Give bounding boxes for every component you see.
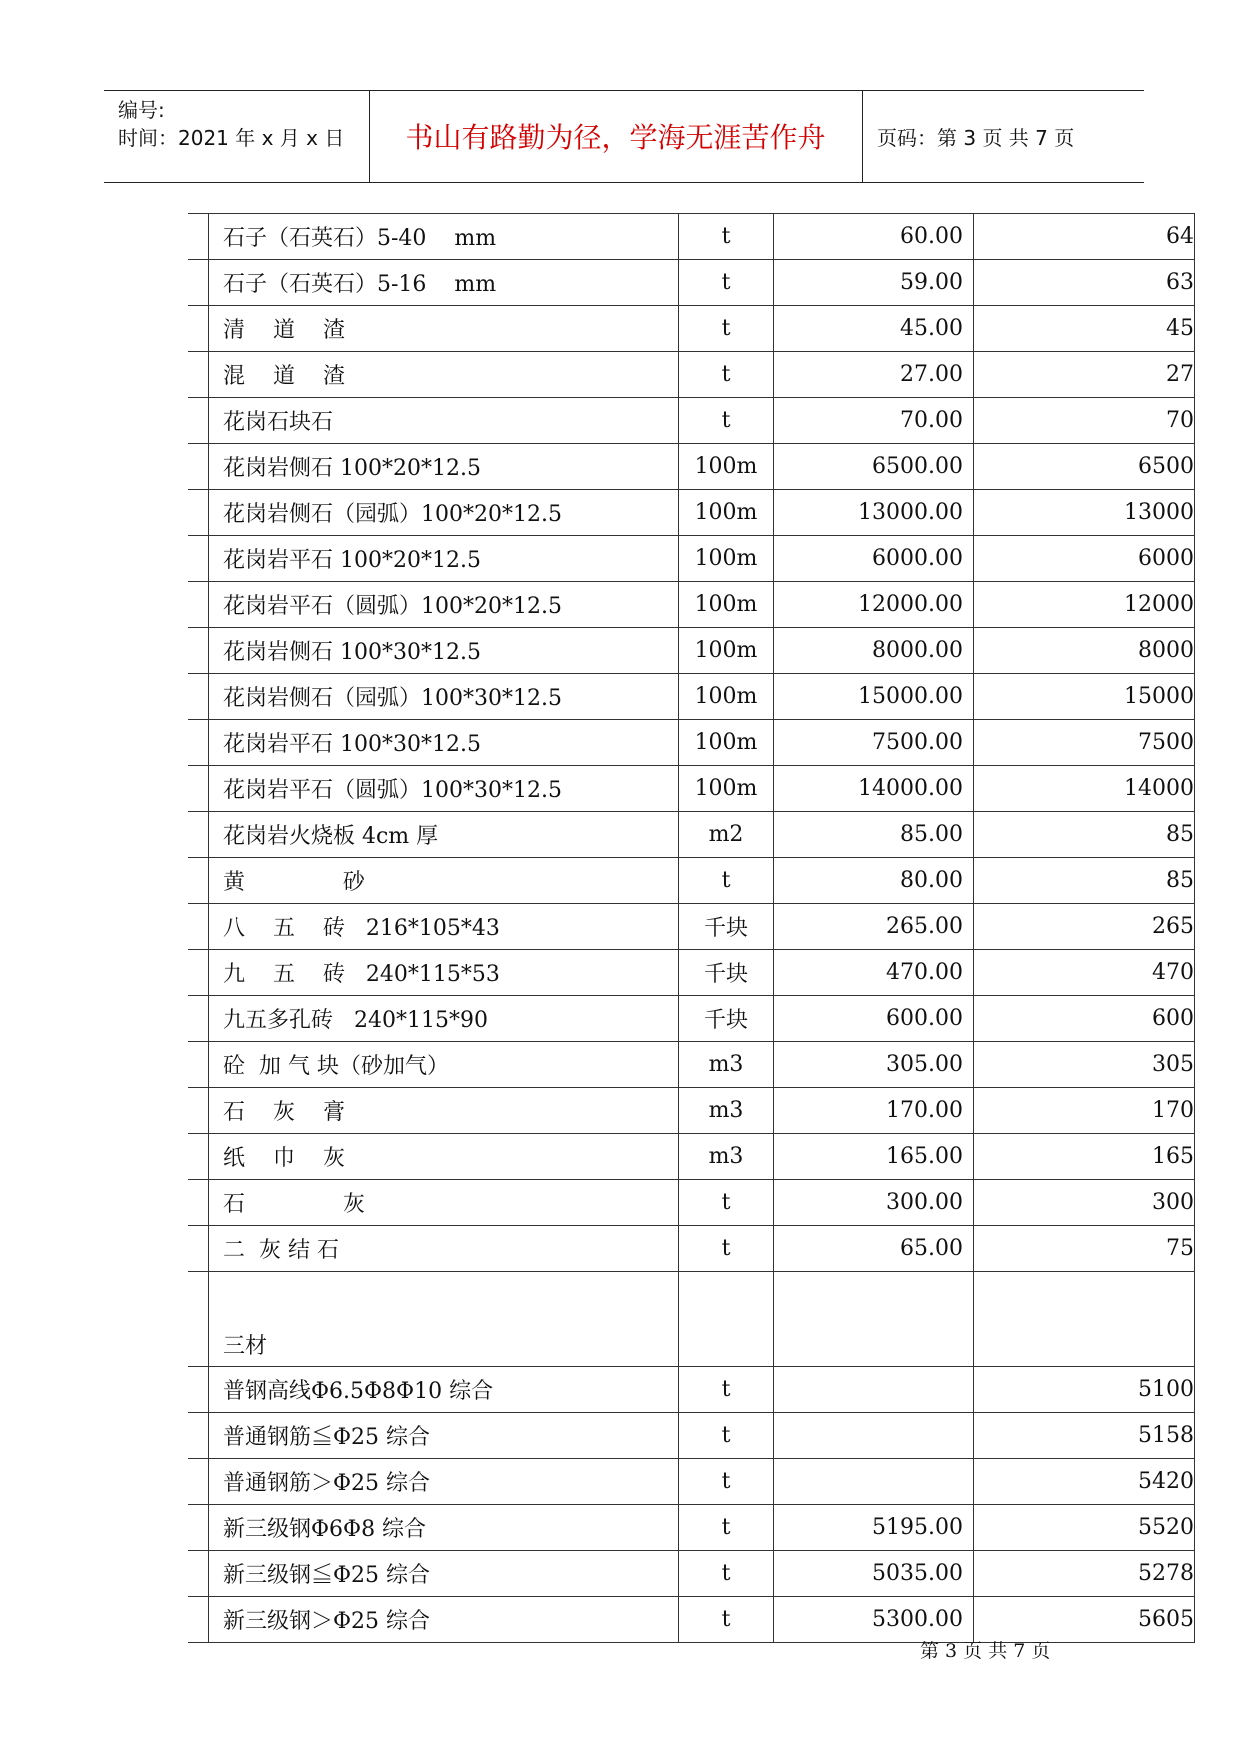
material-name-cell: 混 道 渣: [209, 352, 679, 398]
table-row: [188, 1413, 1195, 1459]
material-name-cell: 石子（石英石）5-16 mm: [209, 260, 679, 306]
price-cell: 5195.00: [774, 1505, 974, 1551]
row-gutter-cell: [188, 398, 209, 444]
unit-cell: t: [679, 1551, 774, 1597]
price-cell: 27.00: [774, 352, 974, 398]
price-cell: 170.00: [774, 1088, 974, 1134]
header-top-rule: [104, 90, 1144, 91]
table-row: [188, 904, 1195, 950]
unit-cell: t: [679, 398, 774, 444]
price2-cell: 5158: [974, 1413, 1195, 1459]
row-gutter-cell: [188, 766, 209, 812]
unit-cell: 千块: [679, 950, 774, 996]
price-cell: 5300.00: [774, 1597, 974, 1643]
material-name-cell: 纸 巾 灰: [209, 1134, 679, 1180]
price2-cell: 13000: [974, 490, 1195, 536]
page-footer: 第 3 页 共 7 页: [920, 1640, 1051, 1662]
unit-cell: t: [679, 1597, 774, 1643]
unit-cell: 100m: [679, 628, 774, 674]
row-gutter-cell: [188, 490, 209, 536]
price-cell: [774, 1272, 974, 1367]
material-name-cell: 花岗石块石: [209, 398, 679, 444]
price2-cell: 8000: [974, 628, 1195, 674]
table-row: [188, 1551, 1195, 1597]
material-name-cell: 清 道 渣: [209, 306, 679, 352]
price2-cell: 85: [974, 858, 1195, 904]
row-gutter-cell: [188, 674, 209, 720]
price2-cell: 5605: [974, 1597, 1195, 1643]
header-divider-right: [862, 90, 863, 183]
row-gutter-cell: [188, 904, 209, 950]
row-gutter-cell: [188, 260, 209, 306]
row-gutter-cell: [188, 306, 209, 352]
price-cell: 300.00: [774, 1180, 974, 1226]
price2-cell: 470: [974, 950, 1195, 996]
doc-time-label: 时间：2021 年 x 月 x 日: [118, 126, 345, 150]
row-gutter-cell: [188, 950, 209, 996]
price2-cell: 14000: [974, 766, 1195, 812]
price2-cell: [974, 1272, 1195, 1367]
material-name-cell: 二 灰 结 石: [209, 1226, 679, 1272]
material-name-cell: 花岗岩平石 100*20*12.5: [209, 536, 679, 582]
table-row: [188, 1272, 1195, 1367]
price2-cell: 305: [974, 1042, 1195, 1088]
price-cell: 8000.00: [774, 628, 974, 674]
price2-cell: 70: [974, 398, 1195, 444]
price-cell: 6000.00: [774, 536, 974, 582]
price2-cell: 12000: [974, 582, 1195, 628]
table-row: [188, 1042, 1195, 1088]
price-cell: 59.00: [774, 260, 974, 306]
row-gutter-cell: [188, 628, 209, 674]
row-gutter-cell: [188, 1088, 209, 1134]
row-gutter-cell: [188, 812, 209, 858]
table-row: [188, 306, 1195, 352]
price-table: [188, 213, 1195, 1643]
price-cell: 5035.00: [774, 1551, 974, 1597]
row-gutter-cell: [188, 1272, 209, 1367]
material-name-cell: 石子（石英石）5-40 mm: [209, 214, 679, 260]
price2-cell: 5278: [974, 1551, 1195, 1597]
price-cell: 7500.00: [774, 720, 974, 766]
table-row: [188, 398, 1195, 444]
price-cell: 13000.00: [774, 490, 974, 536]
unit-cell: t: [679, 1505, 774, 1551]
row-gutter-cell: [188, 996, 209, 1042]
table-row: [188, 536, 1195, 582]
price2-cell: 7500: [974, 720, 1195, 766]
material-name-cell: 九 五 砖 240*115*53: [209, 950, 679, 996]
material-name-cell: 新三级钢Φ6Φ8 综合: [209, 1505, 679, 1551]
table-row: [188, 812, 1195, 858]
row-gutter-cell: [188, 1042, 209, 1088]
table-row: [188, 352, 1195, 398]
unit-cell: 100m: [679, 536, 774, 582]
material-name-cell: 普通钢筋≦Φ25 综合: [209, 1413, 679, 1459]
unit-cell: 100m: [679, 766, 774, 812]
material-name-cell: 花岗岩平石（圆弧）100*30*12.5: [209, 766, 679, 812]
price2-cell: 64: [974, 214, 1195, 260]
row-gutter-cell: [188, 720, 209, 766]
row-gutter-cell: [188, 1367, 209, 1413]
price-table-container: [188, 213, 1194, 1634]
table-row: [188, 1226, 1195, 1272]
header-bottom-rule: [104, 182, 1144, 183]
material-name-cell: 三材: [209, 1272, 679, 1367]
price-cell: [774, 1459, 974, 1505]
table-row: [188, 582, 1195, 628]
price-cell: 470.00: [774, 950, 974, 996]
row-gutter-cell: [188, 858, 209, 904]
unit-cell: 千块: [679, 904, 774, 950]
material-name-cell: 砼 加 气 块（砂加气）: [209, 1042, 679, 1088]
price2-cell: 45: [974, 306, 1195, 352]
unit-cell: 千块: [679, 996, 774, 1042]
header-motto: 书山有路勤为径，学海无涯苦作舟: [405, 121, 826, 154]
price-cell: 70.00: [774, 398, 974, 444]
row-gutter-cell: [188, 1413, 209, 1459]
price2-cell: 5520: [974, 1505, 1195, 1551]
row-gutter-cell: [188, 214, 209, 260]
material-name-cell: 花岗岩侧石 100*30*12.5: [209, 628, 679, 674]
unit-cell: t: [679, 1180, 774, 1226]
price2-cell: 85: [974, 812, 1195, 858]
row-gutter-cell: [188, 352, 209, 398]
row-gutter-cell: [188, 1551, 209, 1597]
price2-cell: 300: [974, 1180, 1195, 1226]
row-gutter-cell: [188, 1597, 209, 1643]
unit-cell: t: [679, 1413, 774, 1459]
price2-cell: 75: [974, 1226, 1195, 1272]
material-name-cell: 花岗岩平石 100*30*12.5: [209, 720, 679, 766]
material-name-cell: 黄 砂: [209, 858, 679, 904]
price-cell: 85.00: [774, 812, 974, 858]
table-row: [188, 1180, 1195, 1226]
price2-cell: 5420: [974, 1459, 1195, 1505]
unit-cell: 100m: [679, 490, 774, 536]
table-row: [188, 490, 1195, 536]
price-cell: 80.00: [774, 858, 974, 904]
table-row: [188, 1459, 1195, 1505]
price2-cell: 165: [974, 1134, 1195, 1180]
price-cell: 305.00: [774, 1042, 974, 1088]
price2-cell: 6000: [974, 536, 1195, 582]
row-gutter-cell: [188, 1505, 209, 1551]
unit-cell: 100m: [679, 674, 774, 720]
price2-cell: 600: [974, 996, 1195, 1042]
unit-cell: t: [679, 1226, 774, 1272]
table-row: [188, 996, 1195, 1042]
unit-cell: 100m: [679, 444, 774, 490]
table-row: [188, 1505, 1195, 1551]
material-name-cell: 普通钢筋＞Φ25 综合: [209, 1459, 679, 1505]
price-cell: 15000.00: [774, 674, 974, 720]
table-row: [188, 628, 1195, 674]
unit-cell: [679, 1272, 774, 1367]
price-cell: [774, 1367, 974, 1413]
material-name-cell: 花岗岩平石（圆弧）100*20*12.5: [209, 582, 679, 628]
page-header: [104, 90, 1144, 184]
table-row: [188, 858, 1195, 904]
row-gutter-cell: [188, 582, 209, 628]
unit-cell: t: [679, 352, 774, 398]
material-name-cell: 八 五 砖 216*105*43: [209, 904, 679, 950]
row-gutter-cell: [188, 1180, 209, 1226]
price-table-body: [188, 214, 1195, 1643]
price2-cell: 63: [974, 260, 1195, 306]
table-row: [188, 950, 1195, 996]
unit-cell: m3: [679, 1042, 774, 1088]
unit-cell: m2: [679, 812, 774, 858]
unit-cell: t: [679, 1459, 774, 1505]
table-row: [188, 720, 1195, 766]
material-name-cell: 普钢高线Φ6.5Φ8Φ10 综合: [209, 1367, 679, 1413]
material-name-cell: 新三级钢≦Φ25 综合: [209, 1551, 679, 1597]
row-gutter-cell: [188, 444, 209, 490]
unit-cell: m3: [679, 1134, 774, 1180]
table-row: [188, 766, 1195, 812]
unit-cell: 100m: [679, 582, 774, 628]
doc-number-label: 编号:: [118, 98, 165, 122]
price2-cell: 170: [974, 1088, 1195, 1134]
price2-cell: 6500: [974, 444, 1195, 490]
price2-cell: 15000: [974, 674, 1195, 720]
material-name-cell: 花岗岩火烧板 4cm 厚: [209, 812, 679, 858]
material-name-cell: 花岗岩侧石（园弧）100*20*12.5: [209, 490, 679, 536]
header-page-label: 页码：第 3 页 共 7 页: [877, 126, 1075, 150]
price2-cell: 5100: [974, 1367, 1195, 1413]
price-cell: 265.00: [774, 904, 974, 950]
material-name-cell: 花岗岩侧石 100*20*12.5: [209, 444, 679, 490]
row-gutter-cell: [188, 1226, 209, 1272]
price-cell: 6500.00: [774, 444, 974, 490]
price2-cell: 265: [974, 904, 1195, 950]
table-row: [188, 444, 1195, 490]
unit-cell: t: [679, 306, 774, 352]
price2-cell: 27: [974, 352, 1195, 398]
table-row: [188, 260, 1195, 306]
price-cell: 14000.00: [774, 766, 974, 812]
unit-cell: t: [679, 1367, 774, 1413]
row-gutter-cell: [188, 1459, 209, 1505]
price-cell: 45.00: [774, 306, 974, 352]
price-cell: 65.00: [774, 1226, 974, 1272]
price-cell: 12000.00: [774, 582, 974, 628]
material-name-cell: 石 灰 膏: [209, 1088, 679, 1134]
table-row: [188, 1088, 1195, 1134]
material-name-cell: 新三级钢＞Φ25 综合: [209, 1597, 679, 1643]
table-row: [188, 674, 1195, 720]
price-cell: [774, 1413, 974, 1459]
material-name-cell: 九五多孔砖 240*115*90: [209, 996, 679, 1042]
price-cell: 165.00: [774, 1134, 974, 1180]
unit-cell: m3: [679, 1088, 774, 1134]
unit-cell: t: [679, 214, 774, 260]
row-gutter-cell: [188, 1134, 209, 1180]
table-row: [188, 1367, 1195, 1413]
table-row: [188, 1134, 1195, 1180]
unit-cell: t: [679, 858, 774, 904]
unit-cell: 100m: [679, 720, 774, 766]
table-row: [188, 214, 1195, 260]
row-gutter-cell: [188, 536, 209, 582]
material-name-cell: 石 灰: [209, 1180, 679, 1226]
unit-cell: t: [679, 260, 774, 306]
price-cell: 600.00: [774, 996, 974, 1042]
price-cell: 60.00: [774, 214, 974, 260]
material-name-cell: 花岗岩侧石（园弧）100*30*12.5: [209, 674, 679, 720]
